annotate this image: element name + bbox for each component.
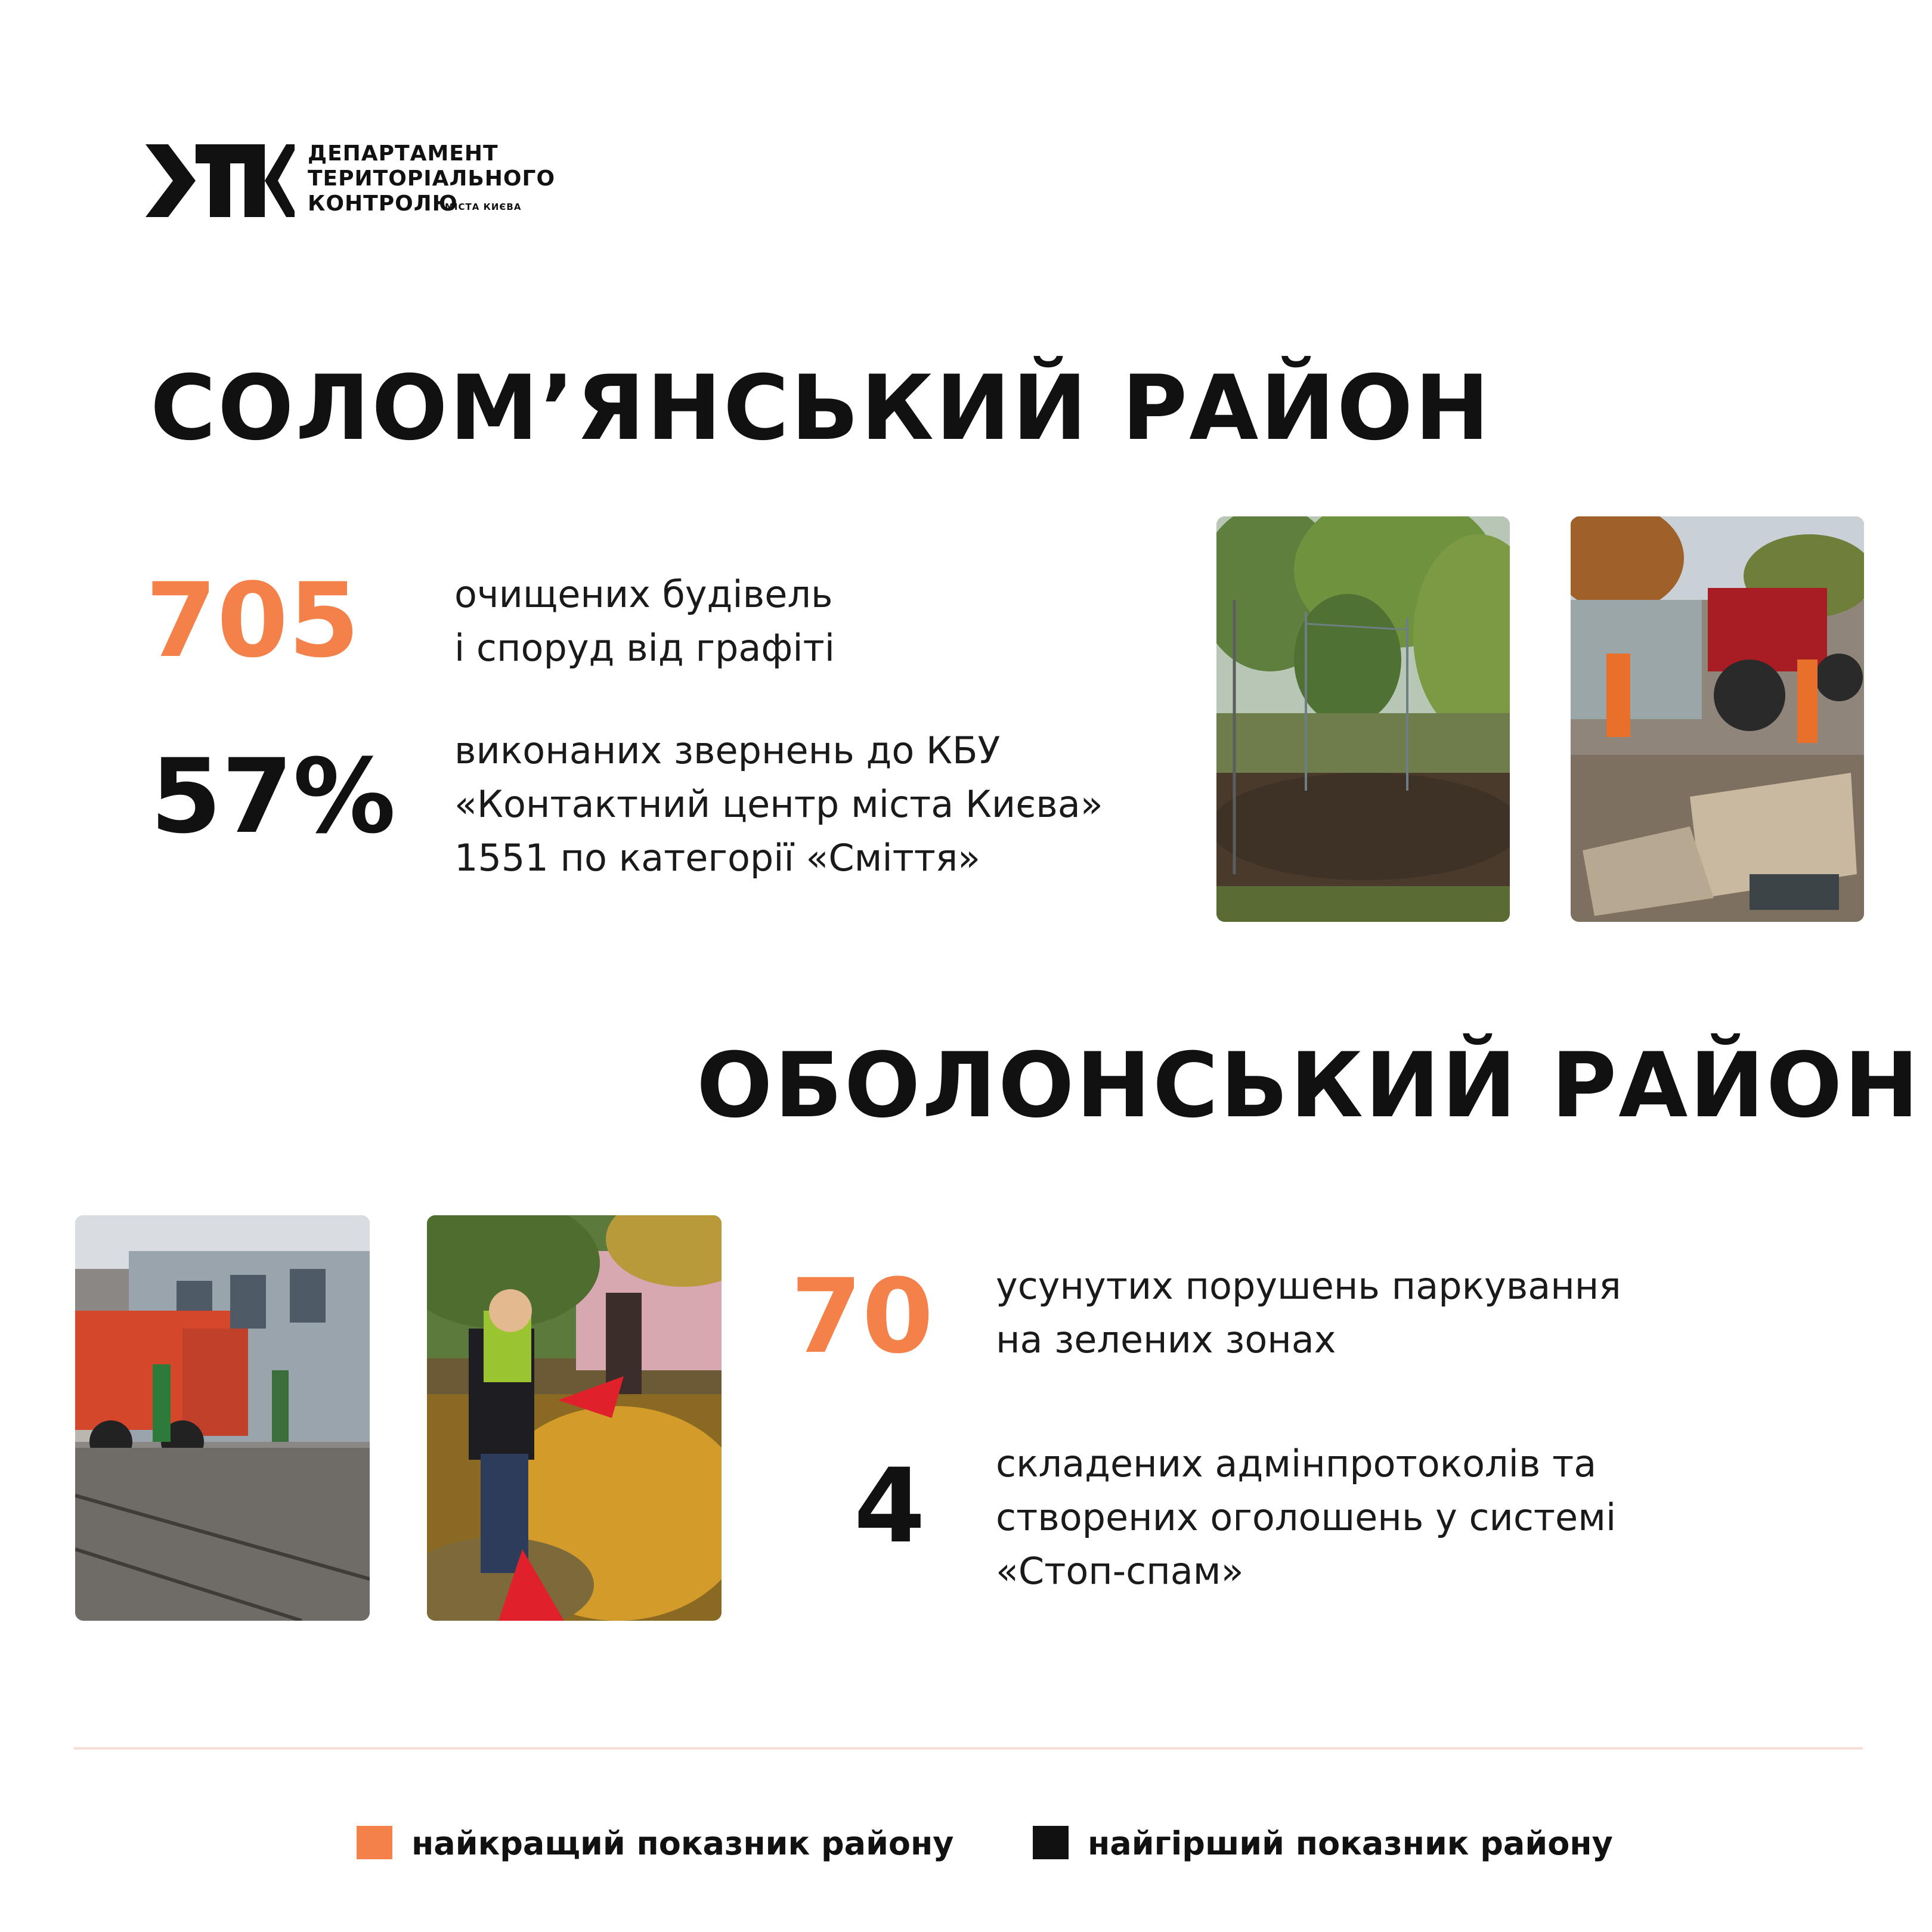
stat-value-parking: 70 <box>791 1256 934 1376</box>
logo-line-2: ТЕРИТОРІАЛЬНОГО <box>308 166 556 191</box>
photo-workers-tractor-debris <box>1571 516 1864 922</box>
stat-value-1551: 57% <box>150 736 396 856</box>
stat-description-graffiti <box>454 568 835 675</box>
photo-garbage-truck-workers <box>75 1215 370 1621</box>
stat-description-line: на зелених зонах <box>996 1318 1336 1361</box>
photo-women-raking-leaves <box>427 1215 722 1621</box>
legend-swatch-best <box>357 1826 392 1859</box>
stat-description-line: 1551 по категорії «Сміття» <box>454 836 981 880</box>
divider <box>74 1747 1863 1750</box>
dtk-logo-icon <box>145 144 295 217</box>
logo-line-1: ДЕПАРТАМЕНТ <box>308 141 499 166</box>
district-title-obolonskyi: ОБОЛОНСЬКИЙ РАЙОН <box>696 1034 1921 1138</box>
legend-label-worst: найгірший показник району <box>1088 1825 1613 1862</box>
stat-description-parking <box>996 1259 1621 1367</box>
logo-line-3: КОНТРОЛЮ <box>308 191 458 216</box>
stat-description-1551 <box>454 724 1103 885</box>
photo-cleaned-park-area <box>1216 516 1510 922</box>
department-logo <box>145 141 556 219</box>
stat-description-line: «Контактний центр міста Києва» <box>454 782 1103 826</box>
stat-description-line: і споруд від графіті <box>454 626 835 670</box>
stat-description-line: створених оголошень у системі <box>996 1496 1617 1539</box>
stat-value-graffiti: 705 <box>145 561 360 680</box>
legend-swatch-worst <box>1033 1826 1069 1859</box>
stat-description-line: виконаних звернень до КБУ <box>454 729 1001 772</box>
legend-label-best: найкращий показник району <box>411 1825 954 1862</box>
stat-description-stop-spam <box>996 1437 1616 1598</box>
stat-description-line: усунутих порушень паркування <box>996 1264 1621 1308</box>
logo-city-caption: МІСТА КИЄВА <box>445 202 522 212</box>
stat-description-line: очищених будівель <box>454 572 833 616</box>
stat-value-stop-spam: 4 <box>854 1446 925 1566</box>
stat-description-line: «Стоп-спам» <box>996 1549 1244 1593</box>
district-title-solomianskyi: СОЛОМ’ЯНСЬКИЙ РАЙОН <box>150 357 1491 460</box>
stat-description-line: складених адмінпротоколів та <box>996 1442 1597 1485</box>
